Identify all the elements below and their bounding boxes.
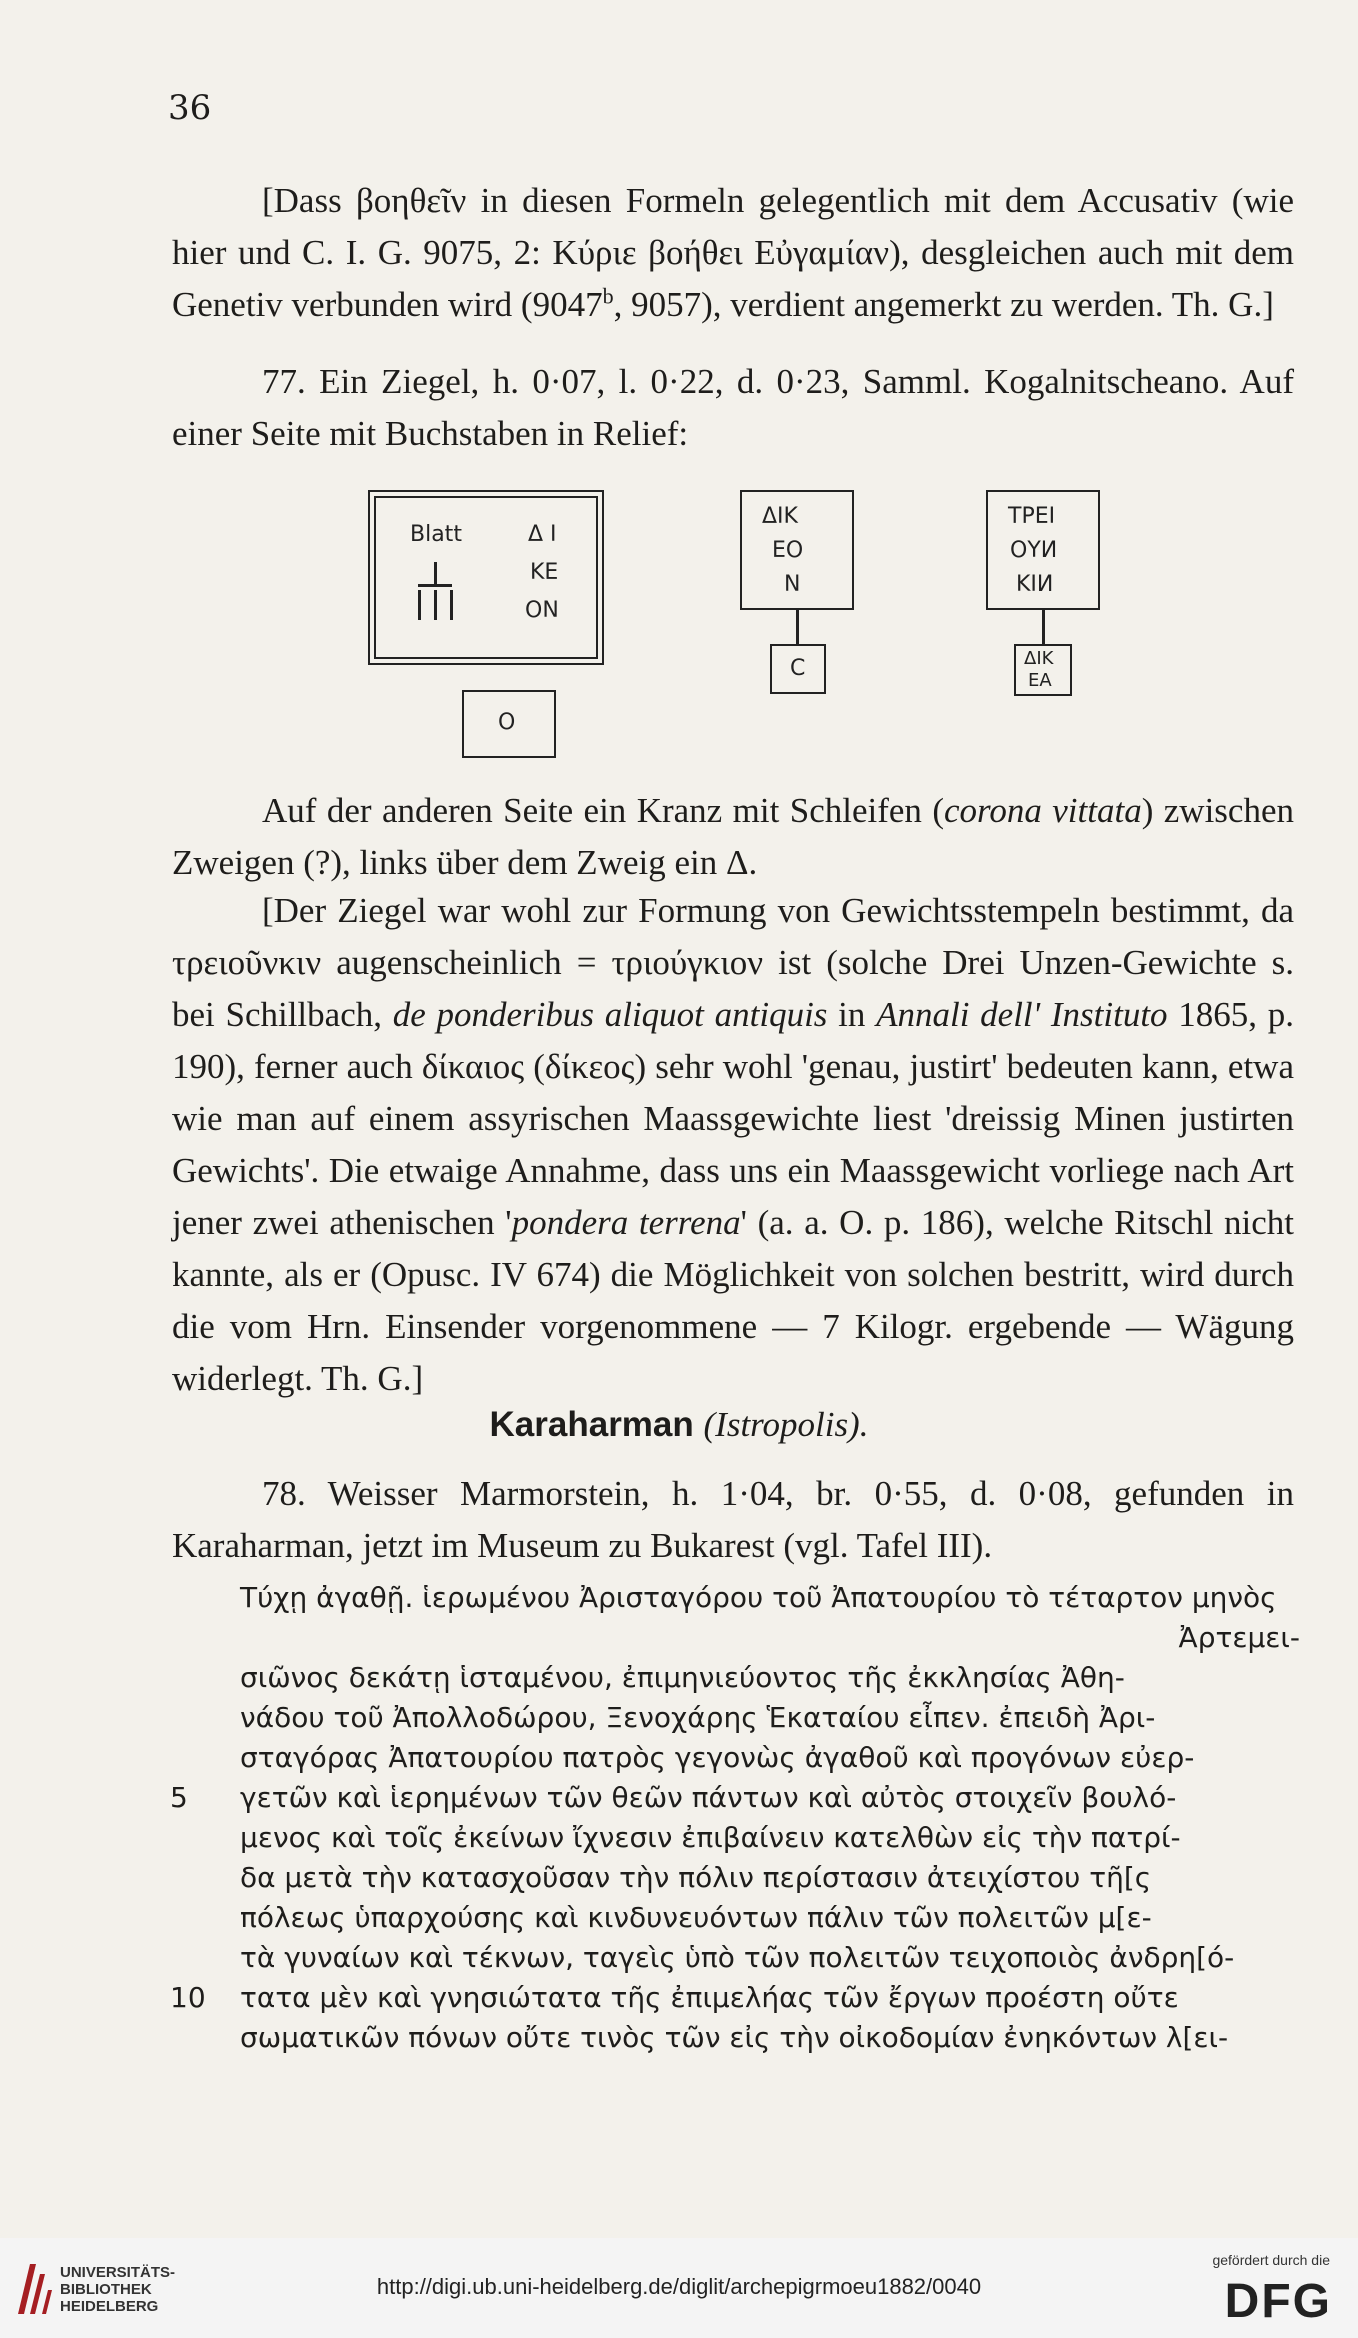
brick-box-3	[986, 490, 1100, 610]
inscription-text: Ἀρτεμει-	[1178, 1621, 1300, 1654]
inscription-text: Τύχῃ ἀγαθῇ. ἱερωμένου Ἀρισταγόρου τοῦ Ἀπατουρίου τὸ τέταρτον μηνὸς	[240, 1581, 1277, 1614]
leaf-stroke-3	[450, 590, 453, 620]
brick-box-2	[740, 490, 854, 610]
paragraph-3-italic: corona vittata	[943, 791, 1142, 830]
inscription-line	[170, 1978, 1300, 2018]
brick-box-1	[368, 490, 604, 665]
leaf-bar	[418, 584, 452, 587]
ub-line-2: BIBLIOTHEK	[60, 2281, 152, 2298]
box2-line-1: ΔΙΚ	[762, 504, 798, 529]
inscription-line	[170, 1778, 1300, 1818]
ub-line-3: HEIDELBERG	[60, 2298, 159, 2315]
paragraph-4-italic-3: pondera terrena	[511, 1203, 741, 1242]
inscription-text: σταγόρας Ἀπατουρίου πατρὸς γεγονὼς ἀγαθοῦ καὶ προγόνων εὐερ-	[240, 1741, 1195, 1774]
inscription-line	[170, 1658, 1300, 1698]
inscription-text: πόλεως ὑπαρχούσης καὶ κινδυνευόντων πάλιν τῶν πολειτῶν μ[ε-	[240, 1901, 1152, 1934]
leaf-stroke-2	[434, 590, 437, 620]
box1-sub: Ο	[498, 710, 516, 735]
inscription-text: τὰ γυναίων καὶ τέκνων, ταγεὶς ὑπὸ τῶν πολειτῶν τειχοποιὸς ἀνδρη[ό-	[240, 1941, 1235, 1974]
ub-line-1: UNIVERSITÄTS-	[60, 2264, 176, 2281]
paragraph-1-end: , 9057), verdient angemerkt zu werden. Th. G.]	[613, 285, 1274, 324]
box3-line-3: ΚΙИ	[1016, 572, 1054, 597]
box1-blatt: Blatt	[410, 522, 462, 547]
brick-box-2-sub	[770, 644, 826, 694]
inscription-line	[170, 1738, 1300, 1778]
inscription-text: δα μετὰ τὴν κατασχοῦσαν τὴν πόλιν περίστασιν ἀτειχίστου τῆ[ς	[240, 1861, 1152, 1894]
inscription-line	[170, 1938, 1300, 1978]
dfg-funding-note: gefördert durch die	[1212, 2252, 1330, 2268]
heading-karaharman: Karaharman	[489, 1405, 694, 1444]
inscription-line	[170, 1858, 1300, 1898]
box1-line-2: ΚΕ	[530, 560, 559, 585]
paragraph-4-italic-2: Annali dell' Instituto	[876, 995, 1168, 1034]
paragraph-1-sup: b	[602, 283, 614, 309]
inscription-line	[170, 2018, 1300, 2058]
leaf-stroke-1	[418, 590, 421, 620]
line-number: 5	[170, 1781, 188, 1814]
paragraph-3-text-a: Auf der anderen Seite ein Kranz mit Schleifen (	[262, 791, 944, 830]
paragraph-4-text-d: ' (a. a. O. p. 186), welche Ritschl nicht kannte, als er (Opusc. IV 674) die Möglichkeit von solchen bestritt, wird durch die vom Hrn. Einsender vorgenommene — 7 Kilogr. ergebende — Wägung widerlegt. Th. G.]	[172, 1203, 1294, 1398]
box3-connector	[1042, 610, 1045, 644]
line-number: 10	[170, 1981, 206, 2014]
inscription-text: σωματικῶν πόνων οὔτε τινὸς τῶν εἰς τὴν οἰκοδομίαν ἐνηκόντων λ[ει-	[240, 2021, 1229, 2054]
box2-line-3: Ν	[784, 572, 801, 597]
brick-box-3-sub	[1014, 644, 1072, 696]
footer-bar	[0, 2238, 1358, 2338]
paragraph-4-text-c: 1865, p. 190), ferner auch δίκαιος (δίκεος) sehr wohl 'genau, justirt' bedeuten kann, etwa wie man auf einem assyrischen Maassgewichte liest 'dreissig Minen justirten Gewichts'. Die etwaige Annahme, dass uns ein Maassgewicht vorliege nach Art jener zwei athenischen '	[172, 995, 1295, 1242]
box2-sub: C	[790, 656, 806, 681]
leaf-stem	[434, 562, 437, 584]
greek-inscription	[170, 1578, 1300, 2058]
box2-connector	[796, 610, 799, 644]
inscription-line	[170, 1578, 1300, 1618]
source-url-link[interactable]: http://digi.ub.uni-heidelberg.de/diglit/archepigrmoeu1882/0040	[376, 2274, 982, 2299]
inscription-text: νάδου τοῦ Ἀπολλοδώρου, Ξενοχάρης Ἑκαταίου εἶπεν. ἐπειδὴ Ἀρι-	[240, 1701, 1156, 1734]
paragraph-4-text-b: in	[827, 995, 877, 1034]
inscription-line	[170, 1898, 1300, 1938]
paragraph-3	[172, 785, 1294, 889]
box1-line-1: Δ Ι	[528, 522, 557, 547]
paragraph-2-text: 77. Ein Ziegel, h. 0·07, l. 0·22, d. 0·23, Samml. Kogalnitscheano. Auf einer Seite mit Buchstaben in Relief:	[172, 362, 1294, 453]
inscription-line	[170, 1698, 1300, 1738]
paragraph-4	[172, 885, 1294, 1405]
inscription-text: μενος καὶ τοῖς ἐκείνων ἴχνεσιν ἐπιβαίνειν κατελθὼν εἰς τὴν πατρί-	[240, 1821, 1181, 1854]
paragraph-5	[172, 1468, 1294, 1572]
dfg-logo: DFG	[1224, 2275, 1332, 2328]
paragraph-1-text: [Dass βοηθεῖν in diesen Formeln gelegentlich mit dem Accusativ (wie hier und C. I. G. 9075, 2: Κύριε βοήθει Εὐγαμίαν), desgleichen auch mit dem Genetiv verbunden wird (9047	[172, 181, 1294, 324]
box3-line-2: ΟΥИ	[1010, 538, 1058, 563]
paragraph-1	[172, 175, 1294, 331]
page-number: 36	[168, 88, 212, 128]
inscription-line	[170, 1618, 1300, 1658]
inscription-text: τατα μὲν καὶ γνησιώτατα τῆς ἐπιμελήας τῶν ἔργων προέστη οὔτε	[240, 1981, 1179, 2014]
paragraph-3-text-b: ) zwischen Zweigen (?), links über dem Zweig ein Δ.	[172, 791, 1295, 882]
paragraph-2	[172, 356, 1294, 460]
box3-sub-1: ΔΙΚ	[1024, 648, 1054, 669]
paragraph-4-text-a: [Der Ziegel war wohl zur Formung von Gewichtsstempeln bestimmt, da τρειοῦνκιν augenscheinlich = τριούγκιον ist (solche Drei Unzen-Gewichte s. bei Schillbach,	[172, 891, 1294, 1034]
brick-box-1-sub	[462, 690, 556, 758]
inscription-line	[170, 1818, 1300, 1858]
paragraph-5-text: 78. Weisser Marmorstein, h. 1·04, br. 0·55, d. 0·08, gefunden in Karaharman, jetzt im Museum zu Bukarest (vgl. Tafel III).	[172, 1474, 1294, 1565]
box1-line-3: ΟΝ	[525, 598, 559, 623]
heading-istropolis: (Istropolis).	[703, 1405, 869, 1444]
paragraph-4-italic-1: de ponderibus aliquot antiquis	[392, 995, 828, 1034]
inscription-text: σιῶνος δεκάτῃ ἱσταμένου, ἐπιμηνιεύοντος τῆς ἐκκλησίας Ἀθη-	[240, 1661, 1125, 1694]
box3-sub-2: ΕΑ	[1028, 670, 1052, 691]
inscription-text: γετῶν καὶ ἱερημένων τῶν θεῶν πάντων καὶ αὐτὸς στοιχεῖν βουλό-	[240, 1781, 1177, 1814]
box3-line-1: ΤΡΕΙ	[1008, 504, 1056, 529]
box2-line-2: ΕΟ	[772, 538, 804, 563]
section-heading	[0, 1405, 1358, 1445]
